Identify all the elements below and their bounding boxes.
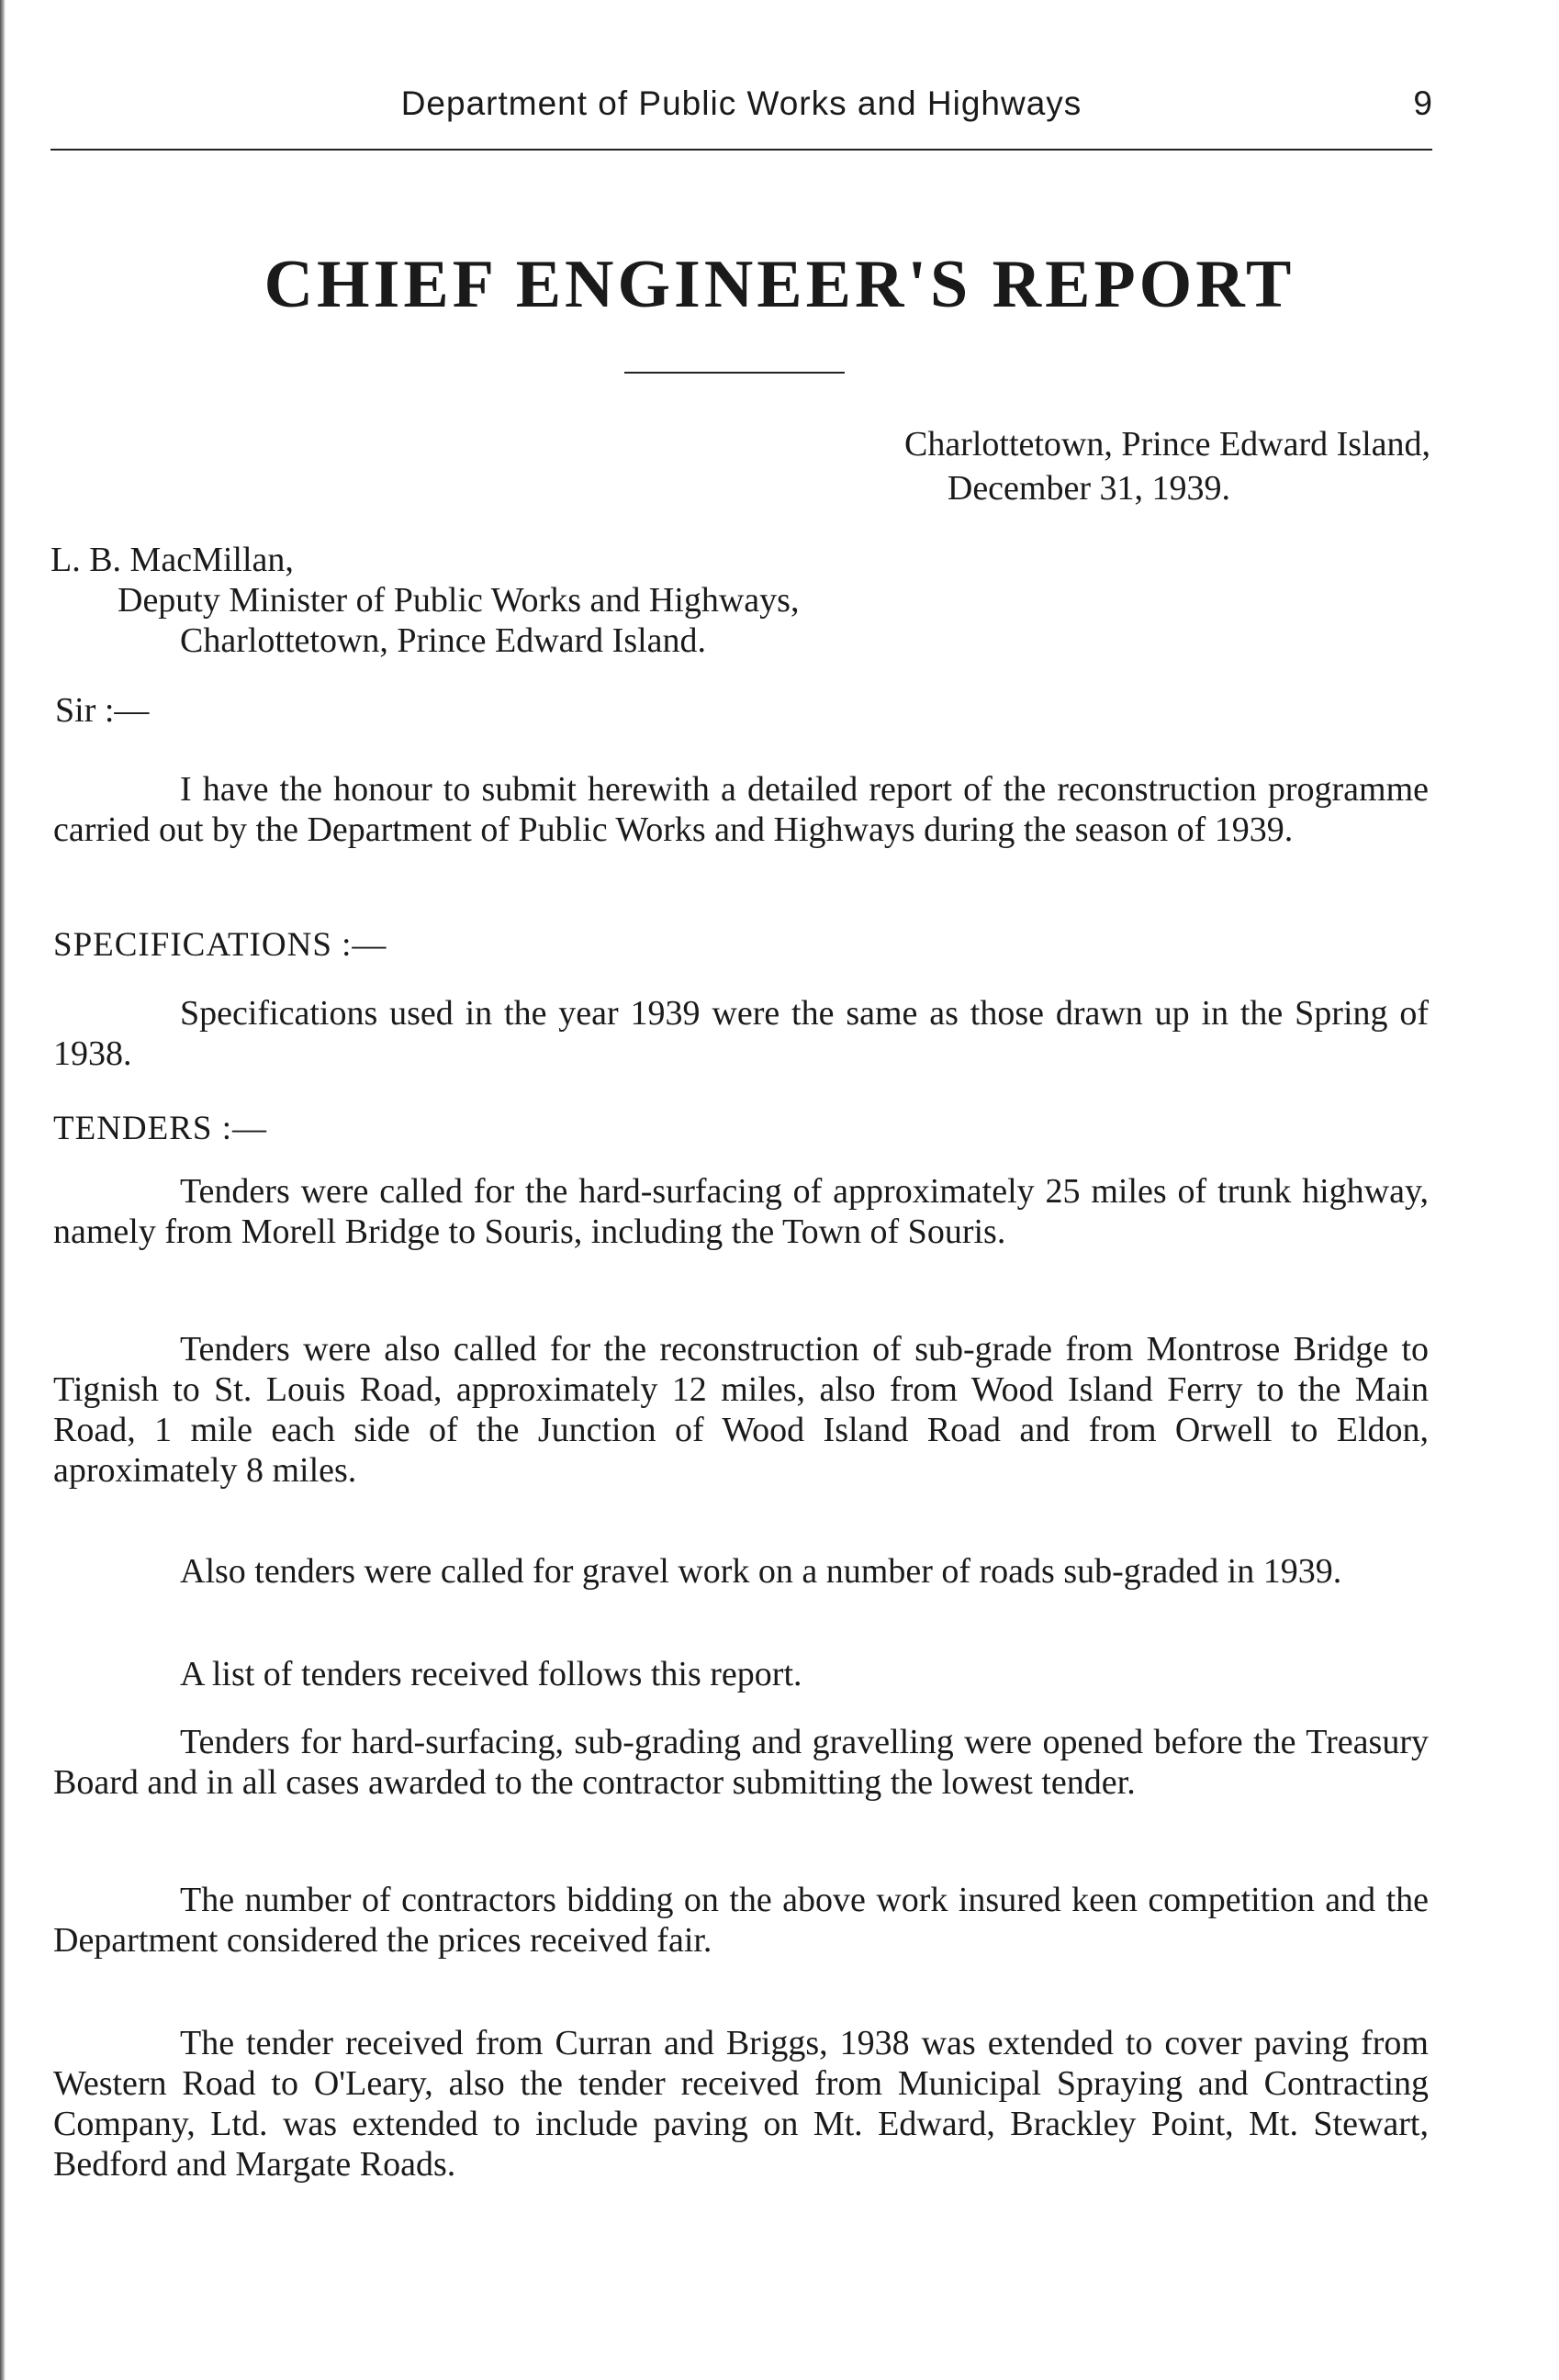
page-binding-edge — [0, 0, 6, 2380]
tenders-paragraph-7: The tender received from Curran and Briggs, 1938 was extended to cover paving from Western Road to O'Leary, also the tender received from Municipal Spraying and Contracting Company, Ltd. was extended to include paving on Mt. Edward, Brackley Point, Mt. Stewart, Bedford and Margate Roads. — [53, 2024, 1429, 2184]
tenders-paragraph-6: The number of contractors bidding on the above work insured keen competition and the Department considered the prices received fair. — [53, 1881, 1429, 1960]
title-divider — [624, 372, 845, 374]
page-number: 9 — [1413, 84, 1432, 122]
recipient-address — [50, 540, 799, 661]
header-title: Department of Public Works and Highways — [400, 84, 1082, 122]
tenders-paragraph-1: Tenders were called for the hard-surfacing of approximately 25 miles of trunk highway, namely from Morell Bridge to Souris, including the Town of Souris. — [53, 1172, 1429, 1251]
report-title: CHIEF ENGINEER'S REPORT — [264, 247, 1295, 322]
tenders-heading: TENDERS :— — [53, 1110, 268, 1147]
intro-paragraph: I have the honour to submit herewith a detailed report of the reconstruction programme carried out by the Department of Public Works and Highways during the season of 1939. — [53, 770, 1429, 849]
tenders-paragraph-5: Tenders for hard-surfacing, sub-grading and gravelling were opened before the Treasury Board and in all cases awarded to the contractor submitting the lowest tender. — [53, 1723, 1429, 1802]
dateline-date: December 31, 1939. — [947, 469, 1230, 508]
dateline — [904, 422, 1430, 510]
recipient-position: Deputy Minister of Public Works and Highways, — [118, 581, 800, 620]
dateline-place: Charlottetown, Prince Edward Island, — [903, 425, 1430, 464]
header-divider — [50, 149, 1432, 151]
running-header — [50, 84, 1432, 140]
salutation: Sir :— — [55, 691, 150, 730]
recipient-location: Charlottetown, Prince Edward Island. — [180, 621, 707, 660]
specifications-heading: SPECIFICATIONS :— — [53, 926, 387, 964]
tenders-paragraph-3: Also tenders were called for gravel work on a number of roads sub-graded in 1939. — [180, 1552, 1342, 1591]
tenders-paragraph-4: A list of tenders received follows this report. — [180, 1655, 802, 1693]
specifications-paragraph: Specifications used in the year 1939 were the same as those drawn up in the Spring of 1938. — [53, 994, 1429, 1073]
recipient-name: L. B. MacMillan, — [50, 541, 294, 579]
tenders-paragraph-2: Tenders were also called for the reconstruction of sub-grade from Montrose Bridge to Tignish to St. Louis Road, approximately 12 miles, also from Wood Island Ferry to the Main Road, 1 mile each side of the Junction of Wood Island Road and from Orwell to Eldon, aproximately 8 miles. — [53, 1330, 1429, 1490]
